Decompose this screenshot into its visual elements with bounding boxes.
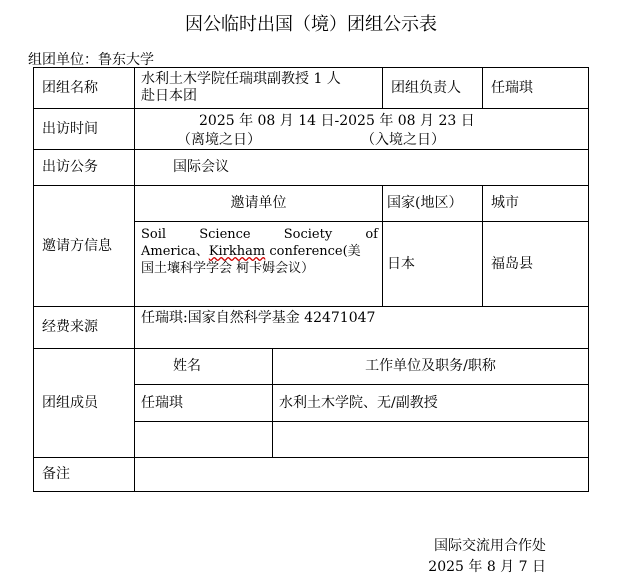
organizing-unit: 组团单位：鲁东大学	[28, 52, 154, 68]
member-position-empty	[272, 421, 589, 458]
invite-header-city: 城市	[482, 185, 589, 222]
funding-value: 任瑞琪:国家自然科学基金 42471047	[134, 306, 589, 349]
invite-organization: Soil Science Society of America、Kirkham conference(美 国土壤科学学会 柯卡姆会议）	[134, 221, 383, 307]
return-note: （入境之日）	[361, 132, 445, 148]
time-label: 出访时间	[33, 108, 135, 150]
members-header-position: 工作单位及职务/职称	[272, 348, 589, 385]
leader-value: 任瑞琪	[482, 67, 589, 109]
group-name-value: 水利土木学院任瑞琪副教授 1 人 赴日本团	[134, 67, 383, 109]
members-header-name: 姓名	[134, 348, 273, 385]
group-name-label: 团组名称	[33, 67, 135, 109]
footer-office: 国际交流用合作处	[434, 538, 546, 554]
page-title: 因公临时出国（境）团组公示表	[185, 14, 437, 35]
footer-date: 2025 年 8 月 7 日	[428, 559, 546, 575]
members-label: 团组成员	[33, 348, 135, 458]
time-value: 2025 年 08 月 14 日-2025 年 08 月 23 日 （离境之日） （入境之日）	[134, 108, 589, 150]
member-name: 任瑞琪	[134, 384, 273, 422]
task-value: 国际会议	[134, 149, 589, 186]
funding-label: 经费来源	[33, 306, 135, 349]
invite-country: 日本	[382, 221, 483, 307]
publicity-table	[33, 67, 589, 492]
invite-city: 福岛县	[482, 221, 589, 307]
invite-header-country: 国家(地区）	[382, 185, 483, 222]
remarks-value	[134, 457, 589, 492]
leader-label: 团组负责人	[382, 67, 483, 109]
invite-label: 邀请方信息	[33, 185, 135, 307]
member-name-empty	[134, 421, 273, 458]
task-label: 出访公务	[33, 149, 135, 186]
remarks-label: 备注	[33, 457, 135, 492]
invite-header-unit: 邀请单位	[134, 185, 383, 222]
depart-note: （离境之日）	[177, 132, 261, 148]
member-position: 水利土木学院、无/副教授	[272, 384, 589, 422]
